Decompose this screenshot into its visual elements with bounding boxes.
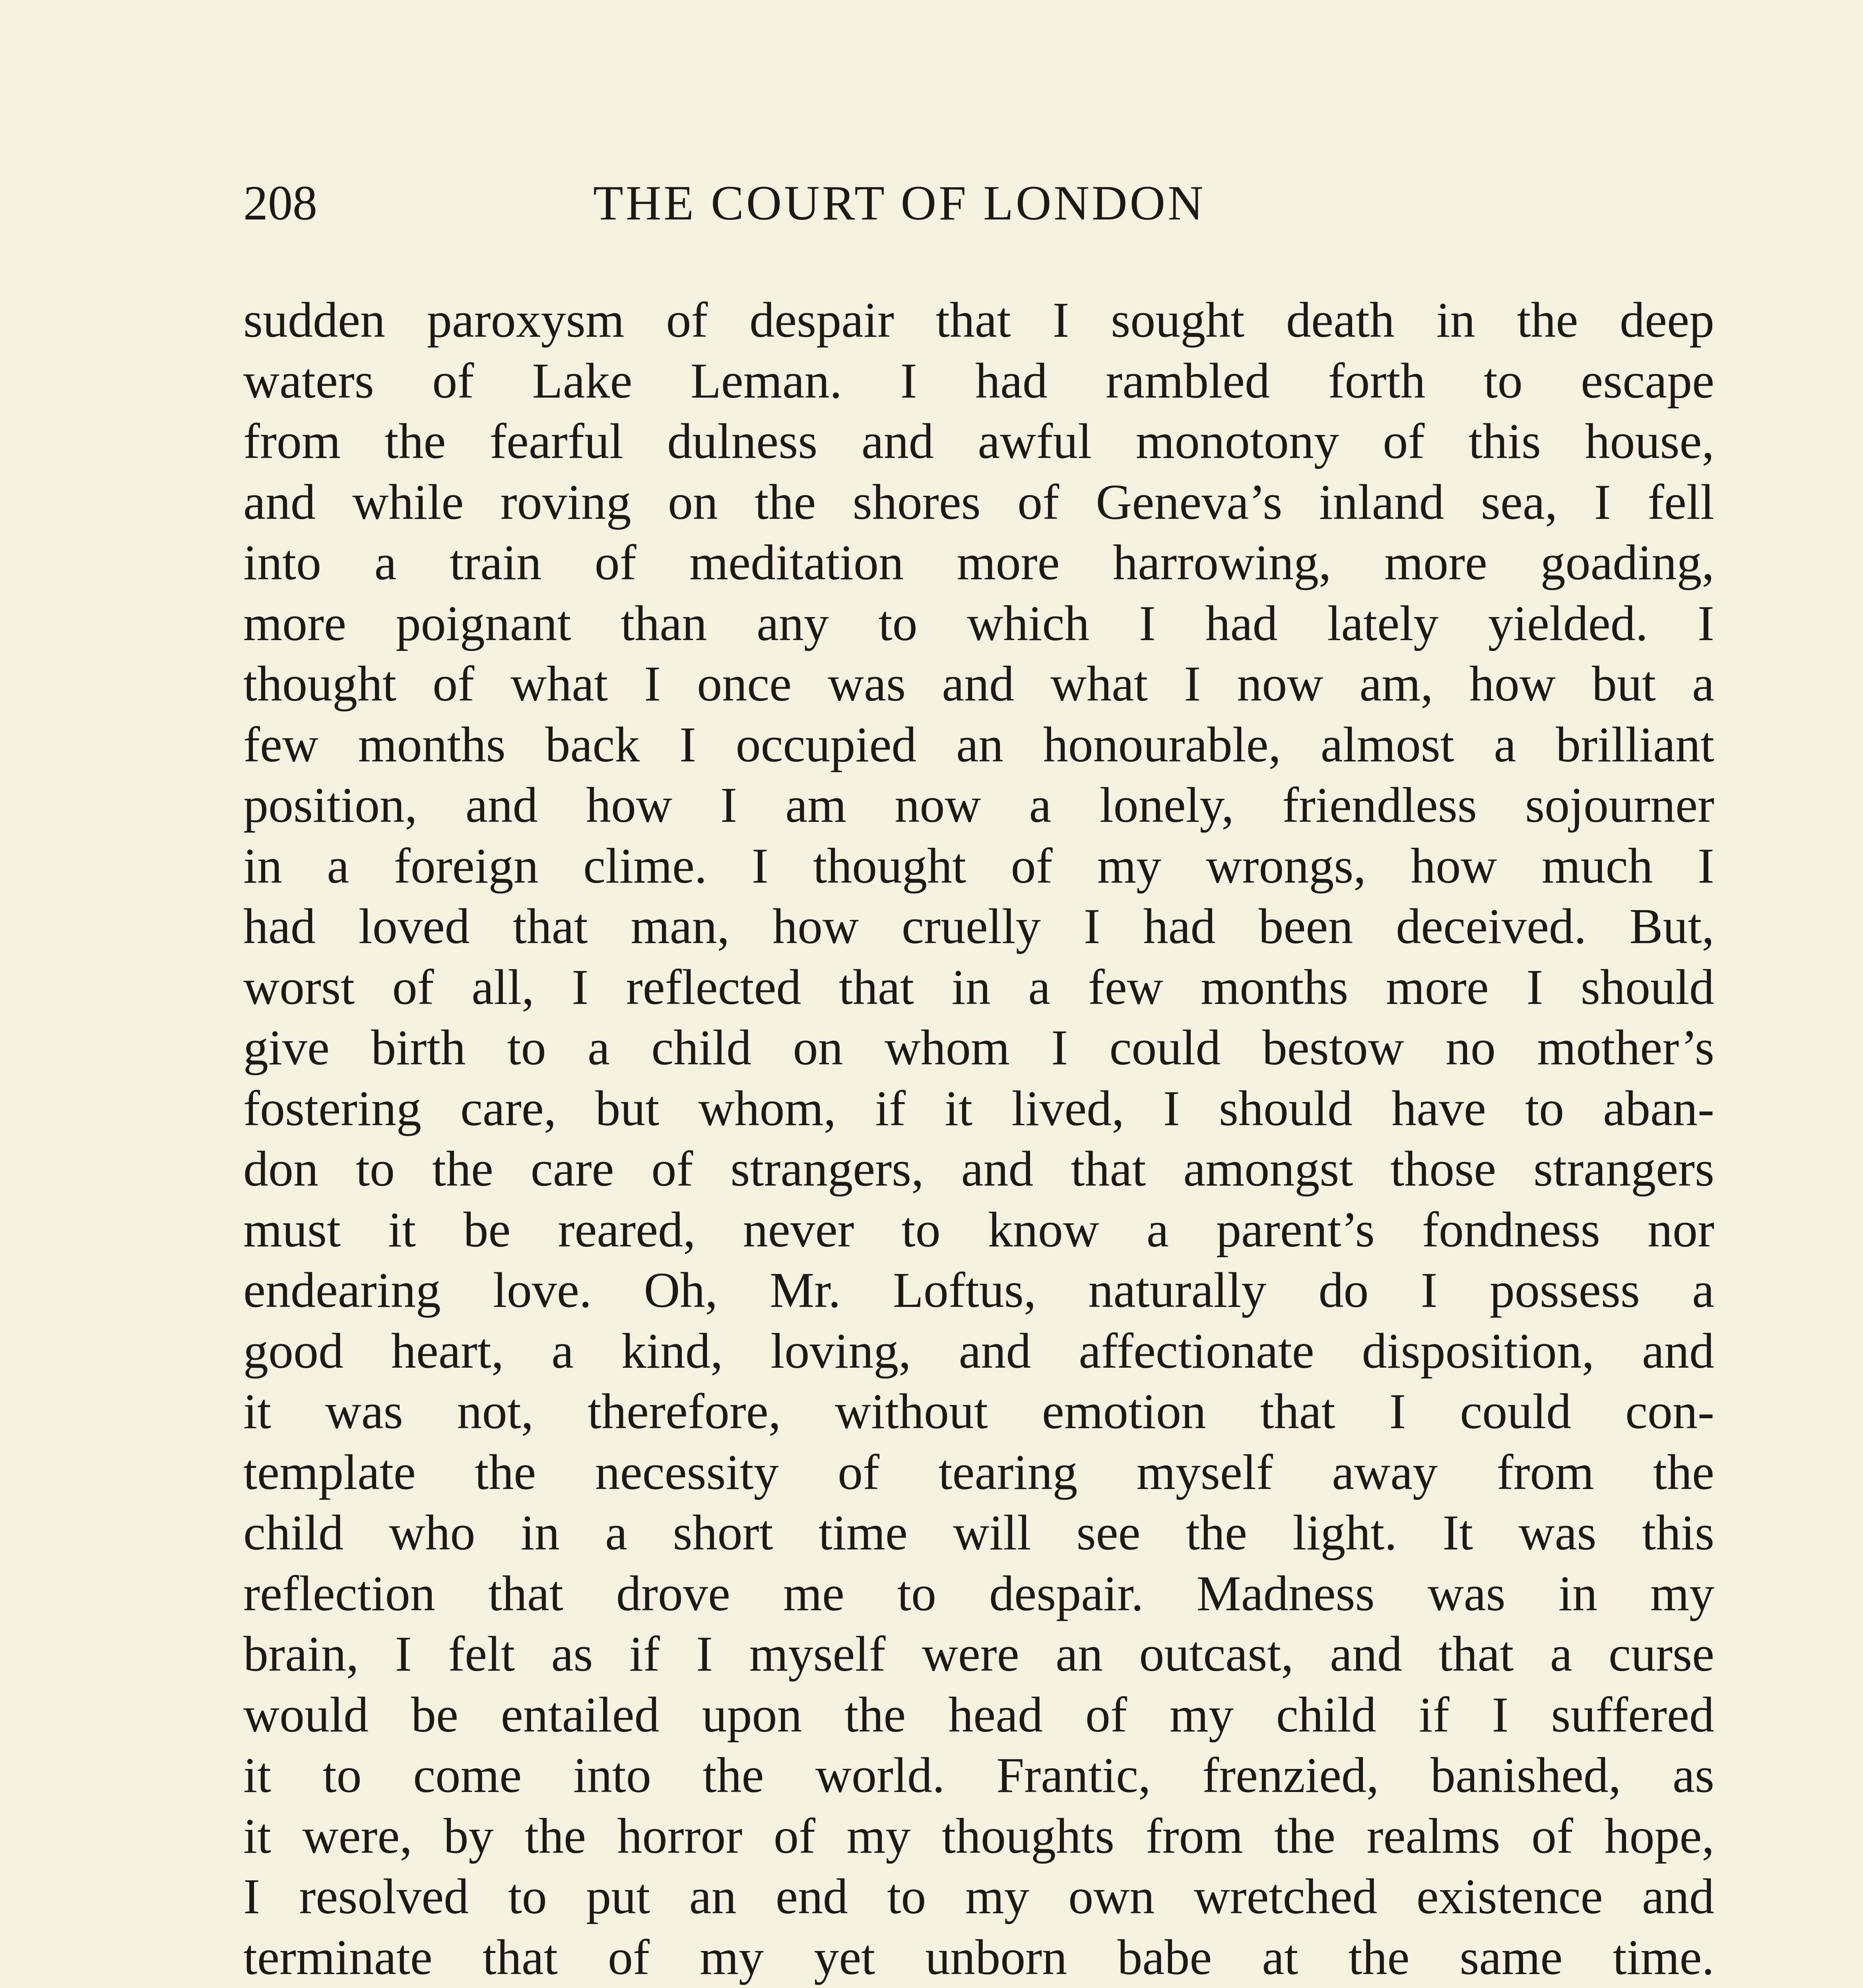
text-line: into a train of meditation more harrowing, more goading,	[243, 535, 1714, 590]
running-header	[243, 175, 1714, 243]
text-line: had loved that man, how cruelly I had been deceived. But,	[243, 899, 1714, 954]
text-line: it was not, therefore, without emotion that I could con-	[243, 1384, 1714, 1439]
text-line: it were, by the horror of my thoughts from the realms of hope,	[243, 1808, 1714, 1864]
page-number: 208	[243, 176, 317, 230]
text-line: brain, I felt as if I myself were an outcast, and that a curse	[243, 1627, 1714, 1682]
body-text	[243, 290, 1714, 1988]
text-line: it to come into the world. Frantic, frenzied, banished, as	[243, 1748, 1714, 1803]
text-line: don to the care of strangers, and that amongst those strangers	[243, 1142, 1714, 1197]
running-title: THE COURT OF LONDON	[593, 176, 1206, 230]
text-line: sudden paroxysm of despair that I sought death in the deep	[243, 293, 1714, 348]
text-line: thought of what I once was and what I now am, how but a	[243, 656, 1714, 712]
text-line: worst of all, I reflected that in a few months more I should	[243, 959, 1714, 1015]
text-line: in a foreign clime. I thought of my wrongs, how much I	[243, 838, 1714, 894]
text-line: fostering care, but whom, if it lived, I should have to aban-	[243, 1081, 1714, 1136]
text-line: terminate that of my yet unborn babe at the same time.	[243, 1930, 1714, 1985]
text-line: template the necessity of tearing myself away from the	[243, 1444, 1714, 1500]
text-line: position, and how I am now a lonely, friendless sojourner	[243, 778, 1714, 833]
text-line: waters of Lake Leman. I had rambled forth to escape	[243, 353, 1714, 409]
text-line: few months back I occupied an honourable, almost a brilliant	[243, 717, 1714, 773]
text-line: endearing love. Oh, Mr. Loftus, naturally do I possess a	[243, 1263, 1714, 1318]
text-line: from the fearful dulness and awful monotony of this house,	[243, 414, 1714, 469]
text-line: good heart, a kind, loving, and affectionate disposition, and	[243, 1323, 1714, 1379]
text-line: I resolved to put an end to my own wretched existence and	[243, 1869, 1714, 1924]
text-line: give birth to a child on whom I could bestow no mother’s	[243, 1020, 1714, 1076]
text-line: child who in a short time will see the light. It was this	[243, 1505, 1714, 1561]
text-line: must it be reared, never to know a parent’s fondness nor	[243, 1202, 1714, 1258]
text-line: and while roving on the shores of Geneva’s inland sea, I fell	[243, 474, 1714, 530]
text-line: more poignant than any to which I had lately yielded. I	[243, 596, 1714, 651]
text-line: reflection that drove me to despair. Madness was in my	[243, 1566, 1714, 1621]
text-line: would be entailed upon the head of my child if I suffered	[243, 1687, 1714, 1743]
